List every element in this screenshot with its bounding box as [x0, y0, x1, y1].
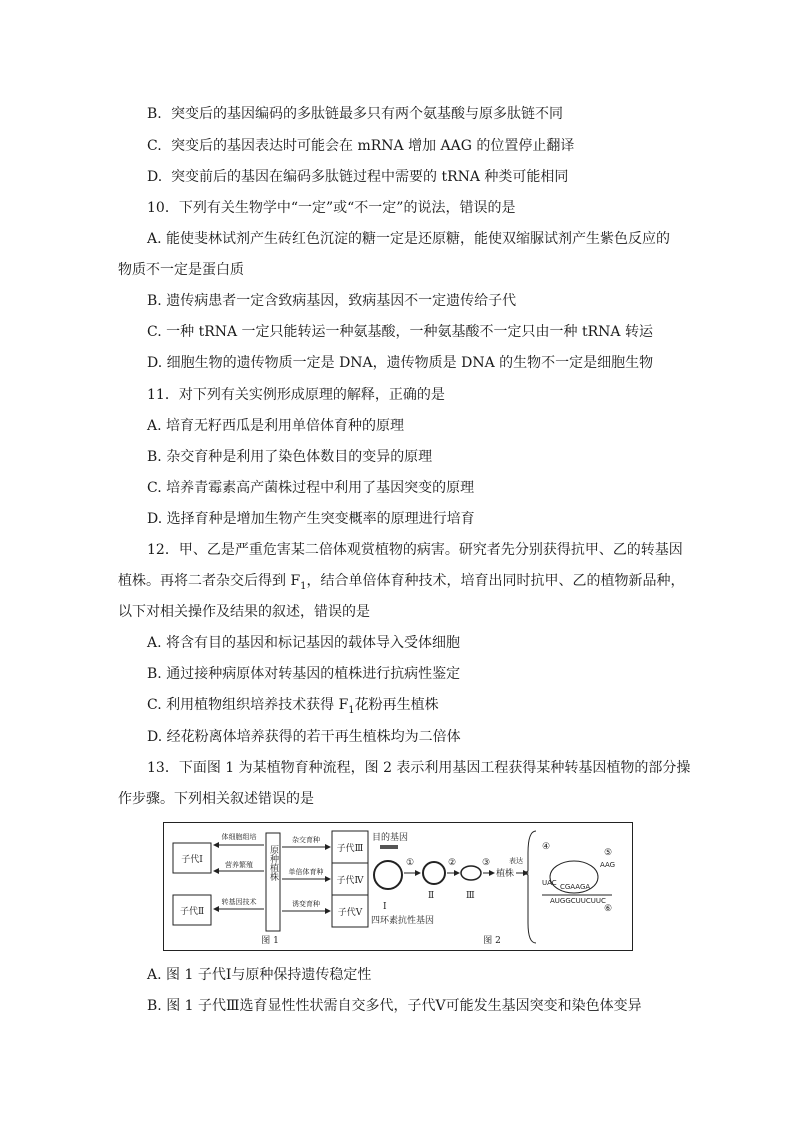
fig1-original-label: 原种植株 — [268, 845, 278, 881]
fig1-transgenic: 转基因技术 — [221, 898, 257, 906]
q10-option-b: B. 遗传病患者一定含致病基因，致病基因不一定遗传给子代 — [147, 293, 517, 309]
q10-option-a-cont: 物质不一定是蛋白质 — [118, 262, 244, 278]
q10-option-d: D. 细胞生物的遗传物质一定是 DNA，遗传物质是 DNA 的生物不一定是细胞生物 — [147, 355, 654, 371]
fig2-resistance-gene: 四环素抗性基因 — [371, 916, 435, 926]
q10-option-c: C. 一种 tRNA 一定只能转运一种氨基酸，一种氨基酸不一定只由一种 tRNA 转运 — [147, 324, 653, 340]
fig2-step5: ⑤ — [604, 848, 613, 858]
fig2-bacterium — [461, 866, 481, 880]
fig2-step3: ③ — [482, 858, 491, 868]
q11-option-d: D. 选择育种是增加生物产生突变概率的原理进行培育 — [147, 511, 475, 527]
q12-stem-line3: 以下对相关操作及结果的叙述，错误的是 — [118, 604, 370, 620]
q12-option-a: A. 将含有目的基因和标记基因的载体导入受体细胞 — [147, 635, 461, 651]
fig1-child2-label: 子代Ⅱ — [179, 907, 205, 917]
fig1-mutation: 诱变育种 — [292, 900, 320, 908]
fig2-caption: 图 2 — [483, 936, 501, 946]
q13-stem-line2: 作步骤。下列相关叙述错误的是 — [118, 791, 314, 807]
fig2-step2: ② — [448, 858, 457, 868]
fig1-child3-label: 子代Ⅲ — [336, 844, 364, 854]
q9-option-d-text: 突变前后的基因在编码多肽链过程中需要的 tRNA 种类可能相同 — [171, 169, 569, 185]
q9-option-c-text: 突变后的基因表达时可能会在 mRNA 增加 AAG 的位置停止翻译 — [171, 138, 575, 154]
fig2-express: 表达 — [509, 857, 523, 865]
q9-option-d: D. — [147, 169, 163, 185]
q9-option-b-text: 突变后的基因编码的多肽链最多只有两个氨基酸与原多肽链不同 — [171, 106, 563, 122]
fig2-plant: 植株 — [496, 869, 515, 879]
fig2-cgaaga: CGAAGA — [560, 883, 591, 891]
fig2-uac: UAC — [542, 879, 557, 887]
fig1-caption: 图 1 — [261, 936, 279, 946]
q10-option-a: A. 能使斐林试剂产生砖红色沉淀的糖一定是还原糖，能使双缩脲试剂产生紫色反应的 — [147, 231, 671, 247]
fig1-hybrid: 杂交育种 — [292, 836, 320, 844]
q13-stem-line1: 13．下面图 1 为某植物育种流程，图 2 表示利用基因工程获得某种转基因植物的部分操 — [147, 760, 691, 776]
fig1-child5-label: 子代Ⅴ — [337, 908, 363, 918]
q12-stem-line2: 植株。再将二者杂交后得到 $F_1$，结合单倍体育种技术，培育出同时抗甲、乙的植物新品种， — [118, 573, 685, 592]
fig2-brace — [526, 831, 536, 943]
q13-option-b: B. 图 1 子代Ⅲ选育显性性状需自交多代，子代Ⅴ可能发生基因突变和染色体变异 — [147, 998, 642, 1014]
fig2-step1: ① — [406, 858, 415, 868]
fig1-child1-label: 子代Ⅰ — [181, 855, 203, 865]
q9-option-c: C. — [147, 138, 162, 154]
fig1-vegetative: 营养繁殖 — [225, 861, 253, 869]
fig2-recombinant — [423, 862, 445, 884]
q13-option-a: A. 图 1 子代Ⅰ与原种保持遗传稳定性 — [147, 967, 372, 983]
fig1-haploid: 单倍体育种 — [288, 868, 324, 876]
q12-option-b: B. 通过接种病原体对转基因的植株进行抗病性鉴定 — [147, 666, 461, 682]
q10-stem: 10．下列有关生物学中“一定”或“不一定”的说法，错误的是 — [147, 200, 516, 216]
fig2-roman2: Ⅱ — [428, 891, 435, 901]
q11-stem: 11．对下列有关实例形成原理的解释，正确的是 — [147, 387, 445, 403]
fig2-step4: ④ — [542, 842, 551, 852]
fig2-step6: ⑥ — [604, 904, 613, 914]
fig1-child4-label: 子代Ⅳ — [336, 876, 364, 886]
q12-option-d: D. 经花粉离体培养获得的若干再生植株均为二倍体 — [147, 729, 461, 745]
q11-option-a: A. 培育无籽西瓜是利用单倍体育种的原理 — [147, 418, 405, 434]
figure-svg — [164, 823, 632, 950]
fig1-cell-culture: 体细胞组培 — [221, 833, 257, 841]
breeding-figure — [163, 822, 633, 951]
fig2-target-gene: 目的基因 — [372, 833, 409, 843]
q12-stem-line1: 12．甲、乙是严重危害某二倍体观赏植物的病害。研究者先分别获得抗甲、乙的转基因 — [147, 542, 683, 558]
fig2-gene-fragment — [380, 845, 398, 849]
fig2-roman3: Ⅲ — [466, 891, 475, 901]
q11-option-b: B. 杂交育种是利用了染色体数目的变异的原理 — [147, 449, 433, 465]
fig2-roman1: Ⅰ — [383, 902, 387, 912]
q11-option-c: C. 培养青霉素高产菌株过程中利用了基因突变的原理 — [147, 480, 475, 496]
q12-option-c: C. 利用植物组织培养技术获得 $F_1$花粉再生植株 — [147, 697, 439, 716]
fig2-mrna: AUGGCUUCUUC — [550, 897, 606, 905]
q9-option-b: B. — [147, 106, 162, 122]
fig2-aag: AAG — [600, 861, 616, 869]
fig2-plasmid — [374, 861, 402, 889]
